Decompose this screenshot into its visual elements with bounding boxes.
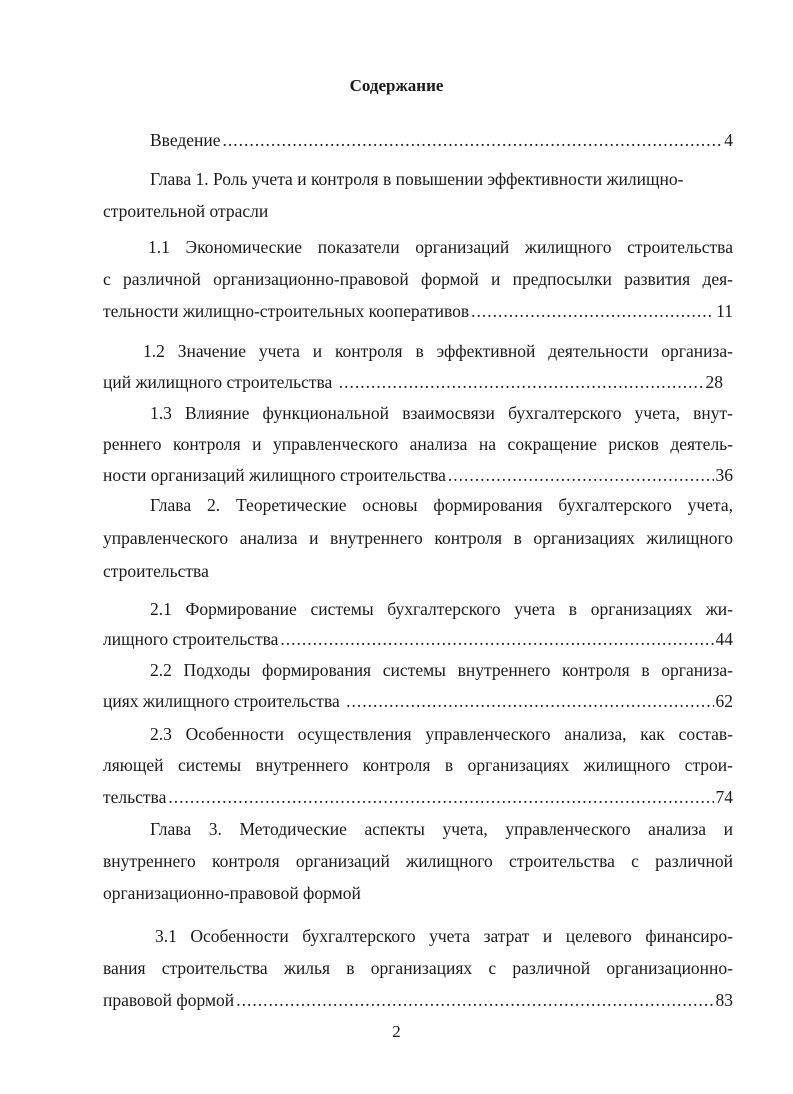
toc-section-2-3-line3: [103, 786, 733, 808]
toc-section-3-1-line3: [103, 989, 733, 1011]
toc-page-number: 62: [715, 691, 733, 711]
toc-page-number: 74: [715, 787, 733, 807]
toc-chapter-1-line1: Глава 1. Роль учета и контроля в повышении эффективности жилищно-: [150, 169, 684, 189]
toc-section-3-1-line1: 3.1 Особенности бухгалтерского учета затрат и целевого финансиро-: [155, 926, 733, 946]
dot-leader: [339, 371, 704, 393]
dot-leader: [280, 628, 713, 650]
toc-section-2-2-line1: 2.2 Подходы формирования системы внутреннего контроля в организа-: [150, 660, 733, 680]
toc-entry-label: Введение: [150, 130, 221, 150]
dot-leader: [346, 690, 713, 712]
dot-leader: [223, 129, 723, 151]
toc-section-2-1-line2: [103, 628, 733, 650]
toc-section-1-2-line1: 1.2 Значение учета и контроля в эффективной деятельности организа-: [143, 341, 733, 361]
toc-section-2-3-line1: 2.3 Особенности осуществления управленческого анализа, как состав-: [150, 724, 733, 744]
toc-section-2-1-line1: 2.1 Формирование системы бухгалтерского учета в организациях жи-: [150, 599, 733, 619]
toc-chapter-1-line2: строительной отрасли: [103, 201, 269, 221]
toc-chapter-2-line3: строительства: [103, 561, 209, 581]
page-number: 2: [392, 1022, 401, 1041]
dot-leader: [448, 464, 714, 486]
dot-leader: [168, 786, 713, 808]
toc-section-3-1-line2: вания строительства жилья в организациях с различной организационно-: [103, 958, 733, 978]
toc-entry-label: тельности жилищно-строительных кооперативов: [103, 301, 470, 321]
toc-page-number: 83: [715, 990, 733, 1010]
toc-page-number: 36: [715, 465, 733, 485]
toc-page-number: 11: [716, 301, 733, 321]
toc-section-1-3-line2: реннего контроля и управленческого анализа на сокращение рисков деятель-: [103, 434, 733, 454]
toc-chapter-2-line1: Глава 2. Теоретические основы формирования бухгалтерского учета,: [150, 495, 733, 515]
toc-section-2-2-line2: [103, 690, 733, 712]
toc-entry-label: правовой формой: [103, 990, 235, 1010]
toc-section-1-1-line2: с различной организационно-правовой формой и предпосылки развития дея-: [103, 269, 733, 289]
toc-entry-label: циях жилищного строительства: [103, 691, 345, 711]
toc-section-1-3-line1: 1.3 Влияние функциональной взаимосвязи бухгалтерского учета, внут-: [150, 403, 733, 423]
toc-section-1-1-line1: 1.1 Экономические показатели организаций жилищного строительства: [148, 237, 733, 257]
toc-page-number: 4: [724, 130, 733, 150]
toc-chapter-3-line2: внутреннего контроля организаций жилищного строительства с различной: [103, 851, 733, 871]
toc-section-1-3-line3: [103, 464, 733, 486]
toc-chapter-3-line1: Глава 3. Методические аспекты учета, управленческого анализа и: [150, 819, 733, 839]
toc-section-1-1-line3: [103, 300, 733, 322]
toc-page-number: 28: [705, 372, 723, 392]
dot-leader: [471, 300, 714, 322]
dot-leader: [236, 989, 713, 1011]
toc-entry-label: ности организаций жилищного строительства: [103, 465, 446, 485]
toc-entry-intro: [150, 129, 733, 151]
toc-section-2-3-line2: ляющей системы внутреннего контроля в организациях жилищного строи-: [103, 755, 733, 775]
toc-chapter-2-line2: управленческого анализа и внутреннего контроля в организациях жилищного: [103, 528, 733, 548]
toc-entry-label: ций жилищного строительства: [103, 372, 337, 392]
toc-entry-label: тельства: [103, 787, 167, 807]
toc-chapter-3-line3: организационно-правовой формой: [103, 883, 361, 903]
page-title: Содержание: [349, 76, 444, 95]
toc-section-1-2-line2: [103, 371, 723, 393]
toc-page-number: 44: [715, 629, 733, 649]
toc-entry-label: лищного строительства: [103, 629, 279, 649]
